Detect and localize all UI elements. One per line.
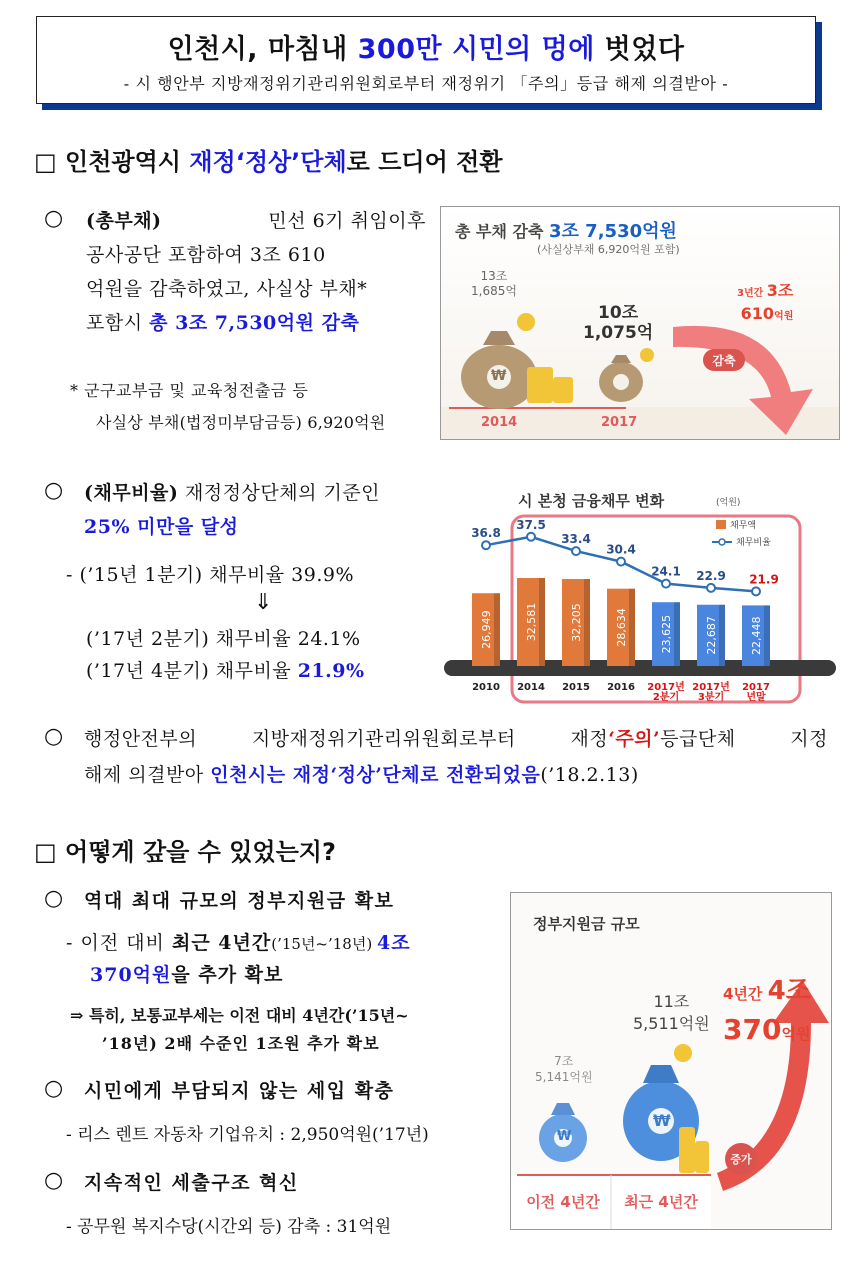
debt-text-4: 포함시: [86, 312, 150, 334]
ratio-2017q4-text: (’17년 4분기) 채무비율: [86, 660, 298, 682]
won-icon: ₩: [557, 1129, 572, 1144]
grant-note-2: ’18년) 2배 수준인 1조원 추가 확보: [102, 1034, 380, 1053]
status-line-1: [84, 722, 828, 756]
bar-label-2017년 2분기: 23,625: [660, 614, 673, 654]
recent-amount-b: 5,511억원: [633, 1014, 710, 1033]
grant-text-2a: 370억원: [90, 964, 172, 986]
category-label-2010-0: 2010: [472, 682, 500, 693]
ratio-2015q1: - (’15년 1분기) 채무비율 39.9%: [66, 564, 355, 586]
bar-label-2014: 32,581: [525, 602, 538, 642]
category-label-2017년 3분기-1: 3분기: [697, 692, 725, 703]
legend-swatch-bar: [716, 520, 726, 529]
value-2014: [471, 269, 517, 299]
increase-amount: [723, 973, 811, 1052]
bar-shade-2016: [629, 589, 635, 666]
bar-shade-2015: [584, 579, 590, 666]
ratio-text-1: 재정정상단체의 기준인: [184, 482, 381, 504]
ratio-label-2017 년말: 21.9: [749, 572, 779, 587]
legend-label-line: 채무비율: [736, 538, 771, 548]
expense-heading: 지속적인 세출구조 혁신: [84, 1172, 299, 1194]
grant-text-1a: - 이전 대비: [66, 932, 172, 954]
status-caution: ‘주의’: [608, 728, 661, 750]
money-bag-2014-icon: [461, 313, 573, 409]
category-label-2015-0: 2015: [562, 682, 590, 693]
value-2014-b: 1,685억: [471, 284, 517, 298]
category-label-2017 년말-1: 년말: [746, 692, 766, 703]
ratio-point-2017 년말: [752, 587, 760, 595]
category-label-2014-0: 2014: [517, 682, 545, 693]
status-date: (’18.2.13): [540, 764, 639, 786]
section-box-icon: □: [34, 838, 57, 866]
ratio-point-2014: [527, 533, 535, 541]
debt-chart: [440, 488, 840, 704]
grant-infographic: [510, 892, 832, 1230]
category-label-2017 년말-0: 2017: [742, 682, 770, 693]
won-icon: ₩: [491, 368, 507, 384]
bar-shade-2010: [494, 593, 500, 666]
grant-text-1b: 최근 4년간: [171, 932, 272, 954]
reduce-amount-c: 610: [740, 304, 775, 323]
legend-marker-line: [719, 539, 725, 545]
value-2014-a: 13조: [480, 269, 508, 283]
title-prefix: 인천시, 마침내: [167, 34, 358, 65]
recent-amount-a: 11조: [653, 992, 690, 1011]
status-line-2: [84, 758, 639, 792]
reduce-amount-b: 3조: [766, 281, 794, 300]
year-2017-label: 2017: [601, 415, 638, 430]
ratio-2017q2: (’17년 2분기) 채무비율 24.1%: [86, 628, 361, 650]
title-box: [36, 16, 816, 104]
ratio-label-2015: 33.4: [561, 532, 591, 547]
ratio-label: (채무비율): [84, 482, 179, 504]
reduce-badge-label: 감축: [712, 354, 736, 368]
section2-heading: [34, 832, 336, 867]
ratio-line-1: [84, 476, 380, 510]
category-label-2017년 2분기-1: 2분기: [652, 692, 680, 703]
ratio-point-2016: [617, 558, 625, 566]
bullet-circle-icon: ○: [44, 724, 64, 749]
bar-label-2010: 26,949: [480, 610, 493, 649]
chart-base: [444, 660, 836, 676]
ratio-2017q4-value: 21.9%: [297, 660, 365, 682]
increase-amount-b: 4조: [767, 976, 811, 1006]
value-2017-a: 10조: [598, 303, 639, 323]
reduce-amount-d: 억원: [774, 311, 794, 322]
status-text-1a: 행정안전부의 지방재정위기관리위원회로부터 재정: [84, 728, 609, 750]
section1-suffix: 로 드디어 전환: [346, 148, 503, 176]
grant-text-1c: (’15년~’18년): [271, 935, 377, 953]
legend-label-bar: 채무액: [730, 521, 757, 531]
ratio-label-2017년 3분기: 22.9: [696, 568, 726, 583]
debt-text-1: 민선 6기 취임이후: [268, 210, 426, 232]
ratio-point-2017년 2분기: [662, 580, 670, 588]
debt-img-subtitle: (사실상부채 6,920억원 포함): [537, 243, 680, 256]
ratio-label-2010: 36.8: [471, 526, 501, 541]
bullet-circle-icon: ○: [44, 886, 64, 911]
debt-img-title-a: 총 부채 감축: [455, 222, 549, 241]
category-label-2017년 2분기-0: 2017년: [647, 682, 685, 693]
increase-amount-d: 억원: [781, 1025, 811, 1043]
grant-img-title: 정부지원금 규모: [533, 915, 640, 933]
revenue-heading: 시민에게 부담되지 않는 세입 확충: [84, 1080, 395, 1102]
debt-label: (총부채): [86, 210, 162, 232]
money-bag-recent-icon: [623, 1044, 709, 1173]
category-label-2017년 3분기-0: 2017년: [692, 682, 730, 693]
ratio-label-2016: 30.4: [606, 542, 636, 557]
debt-paragraph: [86, 204, 426, 340]
debt-footnote-1: * 군구교부금 및 교육청전출금 등: [70, 381, 309, 400]
grant-line-1: [66, 926, 496, 961]
debt-chart-svg: [440, 488, 840, 704]
debt-reduction-infographic: [440, 206, 840, 440]
bar-shade-2014: [539, 578, 545, 666]
status-text-2a: 해제 의결받아: [84, 764, 211, 786]
grant-text-2b: 을 추가 확보: [171, 964, 284, 986]
bar-shade-2017년 3분기: [719, 605, 725, 666]
bar-label-2017년 3분기: 22,687: [705, 616, 718, 655]
title-suffix: 벗었다: [594, 34, 685, 65]
debt-img-title: [455, 217, 677, 243]
grant-note-1: ⇒ 특히, 보통교부세는 이전 대비 4년간(’15년~: [70, 1006, 409, 1025]
prev-amount: [535, 1053, 593, 1085]
increase-amount-a: 4년간: [723, 985, 768, 1003]
value-2017-b: 1,075억: [583, 323, 654, 343]
ratio-target: 25% 미만을 달성: [84, 516, 239, 538]
debt-line-4: [86, 306, 426, 340]
grant-line-2: [90, 958, 283, 992]
revenue-detail: - 리스 렌트 자동차 기업유치 : 2,950억원(’17년): [66, 1125, 429, 1145]
section1-prefix: 인천광역시: [65, 148, 190, 176]
recent-amount: [633, 991, 710, 1035]
section1-heading: [34, 142, 503, 177]
bullet-circle-icon: ○: [44, 478, 64, 503]
bullet-circle-icon: ○: [44, 206, 64, 231]
ratio-point-2010: [482, 541, 490, 549]
increase-amount-c: 370: [723, 1013, 782, 1046]
status-text-1b: 등급단체 지정: [660, 728, 828, 750]
section2-title: 어떻게 갚을 수 있었는지?: [65, 838, 336, 866]
bar-label-2016: 28,634: [615, 608, 628, 647]
ratio-2017q4: [86, 654, 365, 688]
down-arrow-icon: ⇓: [254, 590, 273, 615]
status-normal: 인천시는 재정‘정상’단체로 전환되었음: [210, 764, 541, 786]
label-prev-4yrs: 이전 4년간: [526, 1193, 600, 1211]
title-highlight: 300만 시민의 멍에: [357, 34, 595, 65]
debt-text-3: 억원을 감축하였고, 사실상 부채*: [86, 278, 368, 300]
money-bag-2017-icon: [599, 348, 654, 402]
debt-img-title-b: 3조 7,530억원: [549, 221, 677, 242]
bar-label-2015: 32,205: [570, 603, 583, 642]
bullet-circle-icon: ○: [44, 1076, 64, 1101]
chart-unit: (억원): [716, 498, 741, 508]
prev-amount-a: 7조: [554, 1054, 574, 1068]
expense-detail: - 공무원 복지수당(시간외 등) 감축 : 31억원: [66, 1217, 392, 1237]
chart-title: 시 본청 금융채무 변화: [518, 492, 665, 510]
debt-line-1: [86, 204, 426, 238]
bar-shade-2017년 2분기: [674, 602, 680, 666]
prev-amount-b: 5,141억원: [535, 1070, 593, 1084]
bullet-circle-icon: ○: [44, 1168, 64, 1193]
bar-shade-2017 년말: [764, 605, 770, 666]
debt-highlight: 총 3조 7,530억원 감축: [149, 312, 360, 334]
bar-label-2017 년말: 22,448: [750, 616, 763, 655]
value-2017: [583, 303, 653, 343]
section-box-icon: □: [34, 148, 57, 176]
ratio-point-2017년 3분기: [707, 584, 715, 592]
grant-text-1d: 4조: [376, 932, 411, 954]
debt-footnote-2: 사실상 부채(법정미부담금등) 6,920억원: [96, 413, 386, 432]
debt-text-2: 공사공단 포함하여 3조 610: [86, 244, 326, 266]
category-label-2016-0: 2016: [607, 682, 635, 693]
increase-badge-label: 증가: [730, 1153, 752, 1166]
reduce-amount: [737, 281, 793, 327]
won-icon: ₩: [653, 1111, 671, 1130]
ratio-label-2014: 37.5: [516, 517, 546, 532]
label-recent-4yrs: 최근 4년간: [624, 1193, 698, 1211]
reduce-amount-a: 3년간: [737, 288, 767, 299]
grant-heading: 역대 최대 규모의 정부지원금 확보: [84, 890, 395, 912]
page-title: [37, 27, 815, 66]
section1-highlight: 재정‘정상’단체: [189, 148, 347, 176]
ratio-point-2015: [572, 547, 580, 555]
ratio-label-2017년 2분기: 24.1: [651, 564, 681, 579]
year-2014-label: 2014: [481, 415, 518, 430]
page-subtitle: - 시 행안부 지방재정위기관리위원회로부터 재정위기 「주의」등급 해제 의결받아 -: [123, 74, 729, 93]
